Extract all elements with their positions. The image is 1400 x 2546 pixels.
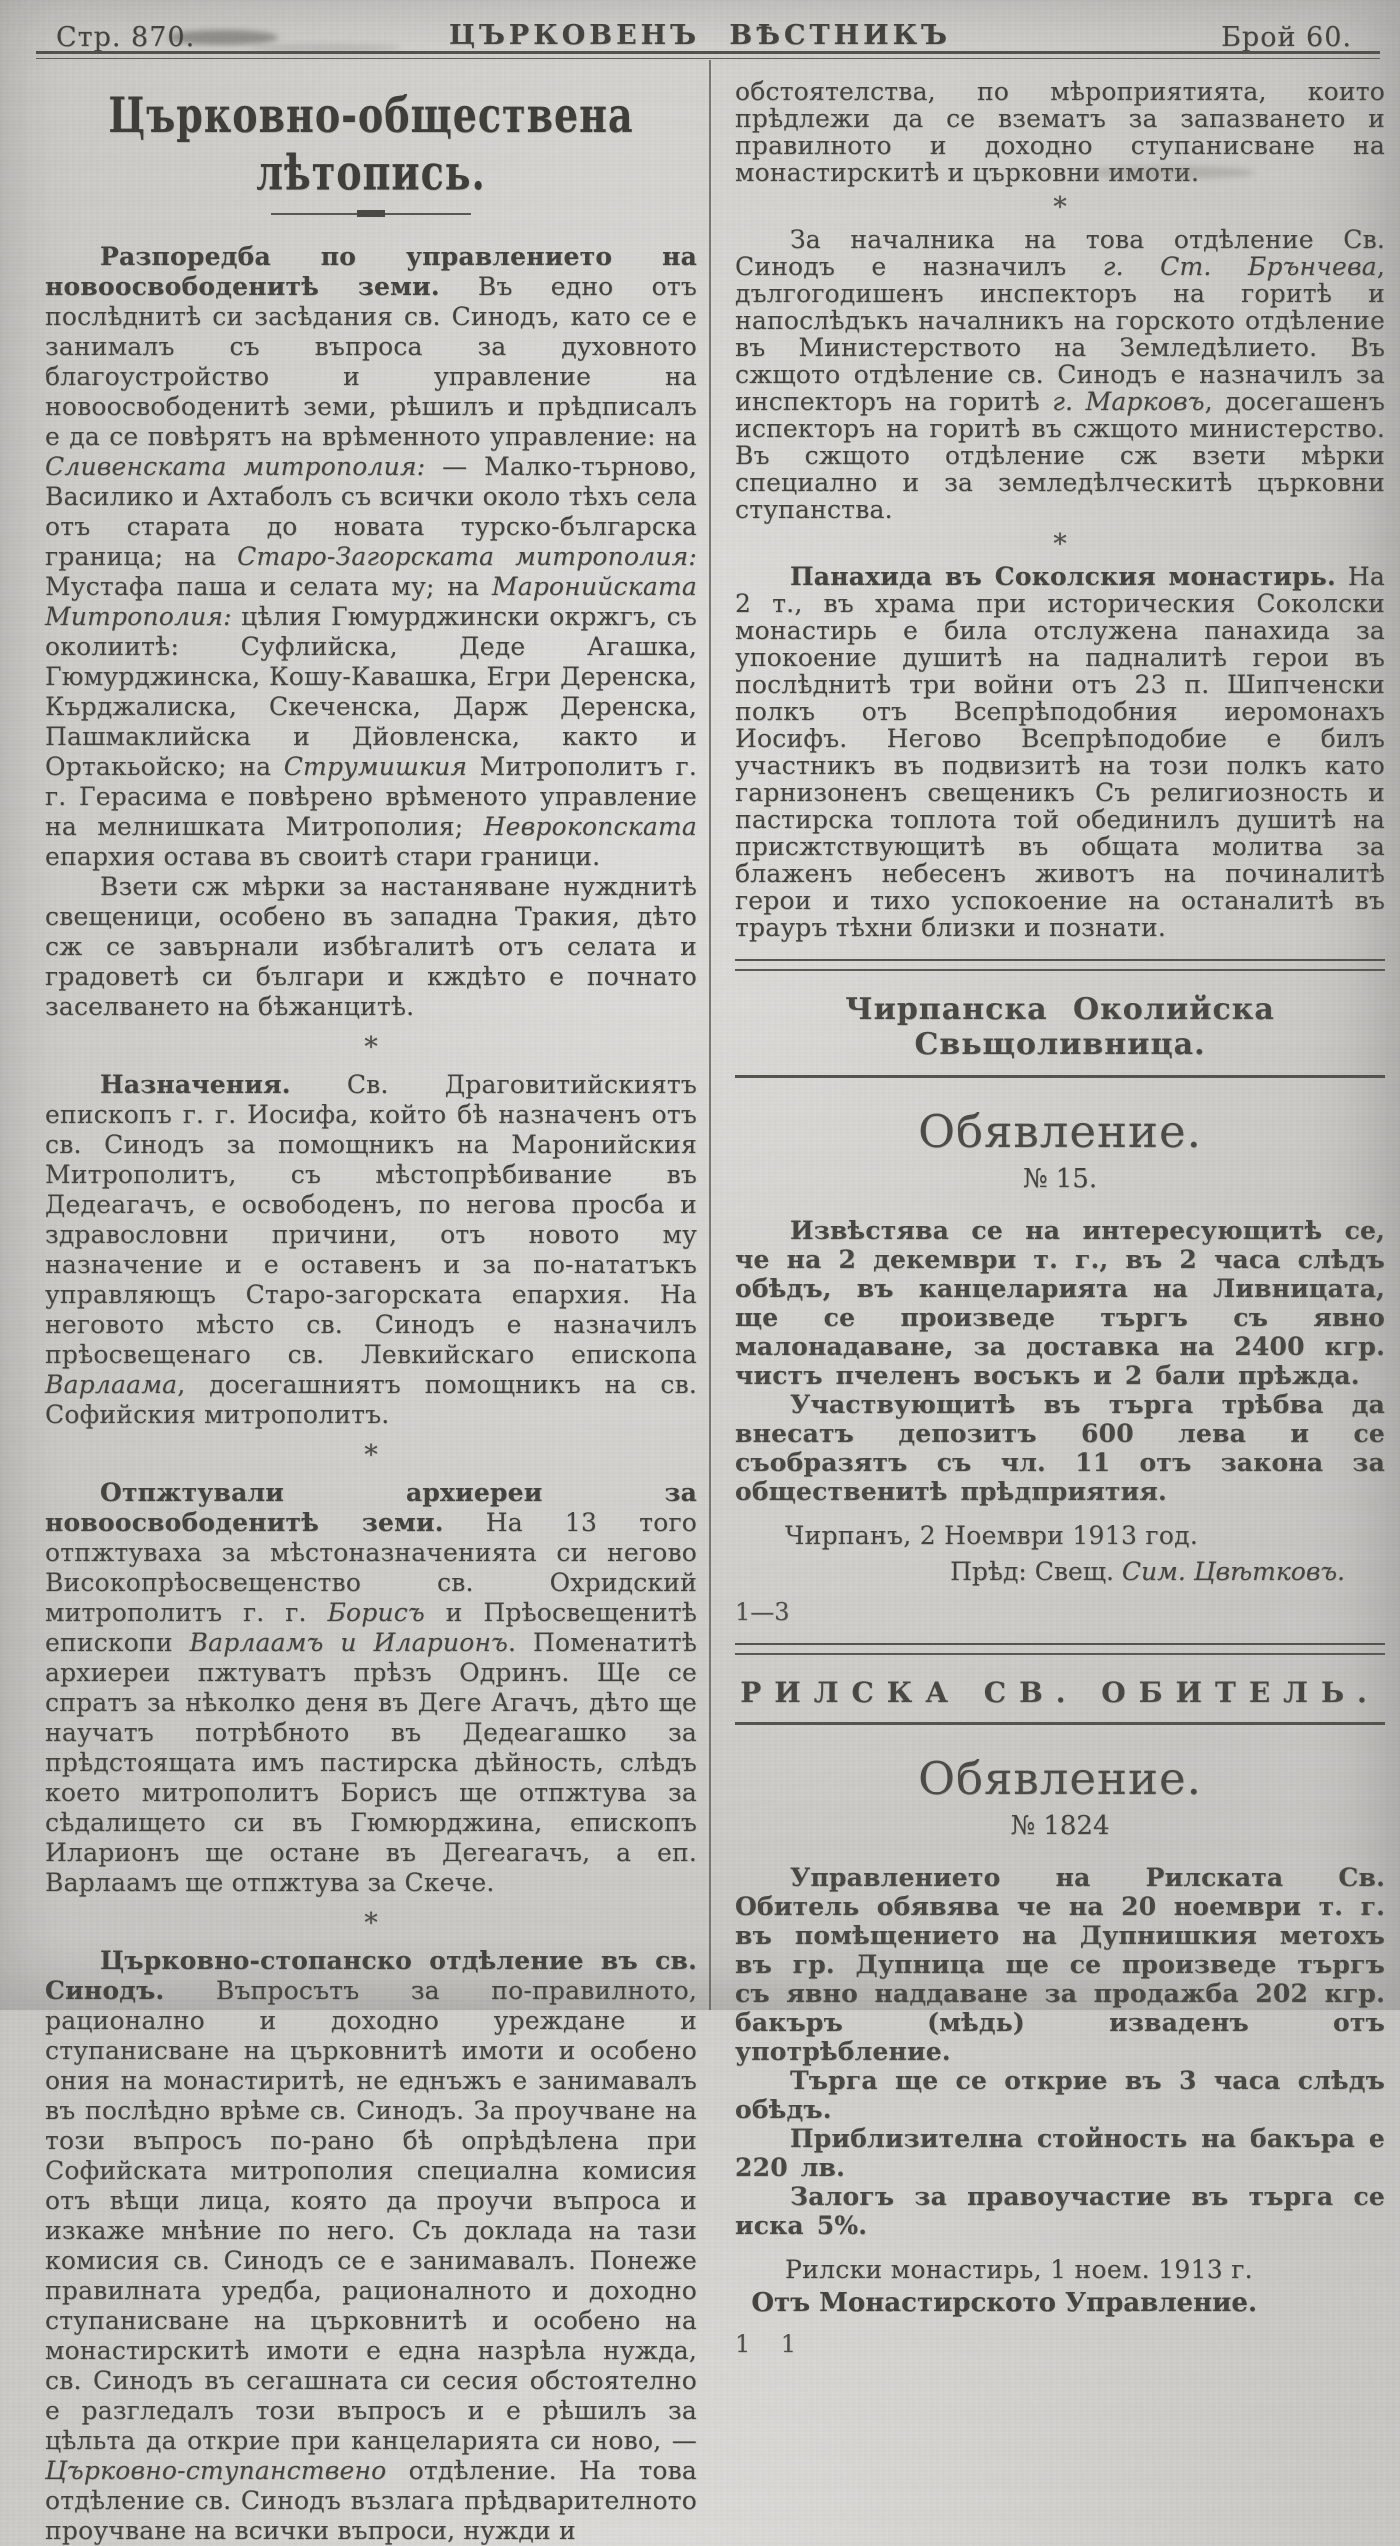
italic-run: г. Ст. Брънчева xyxy=(1102,252,1377,281)
italic-run: Сим. Цвѣтковъ. xyxy=(1121,1557,1345,1586)
bold-run: Разпоредба по управлението на новоосвободенитѣ земи. xyxy=(45,242,697,301)
italic-run: Маронийската Митрополия: xyxy=(45,572,697,631)
article-paragraph xyxy=(735,563,1385,941)
text-run: отдѣление. На това отдѣление св. Синодъ възлага прѣдварителното проучване на всички въпроси, нужди и xyxy=(45,2456,697,2545)
text-run: и Прѣосвещенитѣ епископи xyxy=(45,1598,697,1657)
text-run: — Малко-търново, Василико и Ахтаболъ съ всички около тѣхъ села отъ старата до новата турско-българска граница; на xyxy=(45,452,697,571)
right-column-body xyxy=(735,78,1385,2357)
text-run: цѣлия Гюмурджински окржгъ, съ околиитѣ: Суфлийска, Деде Агашка, Гюмурджинска, Кошу-Кавашка, Егри Деренска, Кърджалиска, Скеченска, Дарж Деренска, Пашмаклийска и Дйовленска, както и Ортакьойско; на xyxy=(45,602,697,781)
text-run: Мустафа паша и селата му; на xyxy=(45,572,492,601)
ink-smudge xyxy=(1085,166,1255,179)
section-heading-caps: РИЛСКА СВ. ОБИТЕЛЬ. xyxy=(740,1676,1380,1709)
article-paragraph xyxy=(735,1390,1385,1506)
article-paragraph xyxy=(45,1478,697,1898)
article-paragraph xyxy=(735,2066,1385,2124)
section-heading: Чирпанска Околийска Свьщоливница. xyxy=(845,992,1275,1062)
text-run: Митрополитъ г. г. Герасима е повѣрено врѣменото управление на мелнишката Митрополия; xyxy=(45,752,697,841)
double-rule xyxy=(735,959,1385,971)
ornament-bar xyxy=(357,210,385,217)
article-paragraph xyxy=(45,1070,697,1430)
italic-run: г. Марковъ xyxy=(1052,387,1205,416)
masthead-title: ЦЪРКОВЕНЪ ВѢСТНИКЪ xyxy=(448,20,952,51)
article-paragraph xyxy=(735,1863,1385,2066)
text-run: Участвующитѣ въ търга трѣбва да внесатъ депозитъ 600 лева и се съобразятъ съ чл. 11 отъ закона за общественитѣ прѣдприятия. xyxy=(735,1390,1385,1506)
left-column xyxy=(45,62,697,2546)
bold-run: Назначения. xyxy=(100,1070,291,1099)
text-run: На 2 т., въ храма при историческия Соколски монастирь е била отслужена панахида за упокоение душитѣ на падналитѣ герои въ послѣднитѣ три войни отъ 23 п. Шипченски полкъ отъ Всепрѣподобния иеромонахъ Иосифъ. Негово Всепрѣподобие е билъ участникъ въ подвизитѣ на този полкъ като гарнизоненъ свещеникъ Съ религиозность и пастирска топлота той обединилъ душитѣ на присжтствующитѣ въ общата молитва за блаженъ небесенъ животъ на починалитѣ герои и тихо успокоение на останалитѣ въ трауръ тѣхни близки и познати. xyxy=(735,562,1385,942)
asterisk-separator: * xyxy=(1053,529,1067,560)
asterisk-separator: * xyxy=(364,1032,378,1063)
italic-run: Старо-Загорската митрополия: xyxy=(237,542,697,571)
article-paragraph xyxy=(45,1946,697,2546)
text-run: епархия остава въ своитѣ стари граници. xyxy=(45,842,601,871)
announcement-title: Обявление. xyxy=(918,1105,1202,1158)
text-run: , досегашенъ испекторъ на горитѣ въ сжщото министерство. Въ сжщото отдѣление сж взети мѣрки специално и за земледѣлческитѣ църковни ступанства. xyxy=(735,387,1385,524)
italic-run: Струмишкия xyxy=(283,752,468,781)
insertion-mark: 1 1 xyxy=(735,2330,797,2358)
text-run: Взети сж мѣрки за настаняване нужднитѣ свещеници, особено въ западна Тракия, дѣто сж се завърнали избѣгалитѣ отъ селата и градоветѣ си българи и кждѣто е почнато заселването на бѣжанцитѣ. xyxy=(45,872,697,1021)
section-rule xyxy=(735,1075,1385,1078)
italic-run: Сливенската митрополия: xyxy=(45,452,426,481)
text-run: Въ едно отъ послѣднитѣ си засѣдания св. Синодъ, като се е занималъ съ въпроса за духовното благоустройство и управление на новоосвободенитѣ земи, рѣшилъ и прѣдписалъ е да се повѣрятъ на врѣменното управление: на xyxy=(45,272,697,451)
announcement-number: № 15. xyxy=(1022,1164,1098,1194)
insertion-mark: 1—3 xyxy=(735,1598,790,1626)
text-run: Търга ще се открие въ 3 часа слѣдъ обѣдъ. xyxy=(735,2066,1385,2124)
bold-run: Отпжтували архиереи за новоосвободенитѣ земи. xyxy=(45,1478,697,1537)
article-paragraph xyxy=(735,2124,1385,2182)
text-run: Управлението на Рилската Св. Обитель обявява че на 20 ноември т. г. въ помѣщението на Дупнишкия метохъ въ гр. Дупница ще се произведе търгъ съ явно наддаване за продажба 202 кгр. бакъръ (мѣдь) изваденъ отъ употрѣбление. xyxy=(735,1863,1385,2066)
announcement-title: Обявление. xyxy=(918,1752,1202,1805)
page-number: Стр. 870. xyxy=(56,22,196,53)
article-paragraph xyxy=(735,226,1385,523)
text-run: Въпросътъ за по-правилното, рационално и доходно уреждане и ступанисване на църковнитѣ имоти и особено ония на монастиритѣ, не еднъжъ е занимавалъ въ послѣдно врѣме св. Синодъ. За проучване на този въпросъ по-рано бѣ опрѣдѣлена при Софийската митрополия специална комисия отъ вѣщи лица, която да проучи въпроса и изкаже мнѣние по него. Съ доклада на тази комисия св. Синодъ се е занимавалъ. Понеже правилната уредба, рационалното и доходно ступанисване на църковнитѣ и особено на монастирскитѣ имоти е една назрѣла нужда, св. Синодъ въ сегашната си сесия обстоятелно е разгледалъ този въпросъ и е рѣшилъ за цѣльта да открие при канцеларията си ново, — xyxy=(45,1976,697,2455)
right-column xyxy=(735,78,1385,2357)
text-run: обстоятелства, по мѣроприятията, които прѣдлежи да се взематъ за запазването и правилното и доходно ступанисване на монастирскитѣ и църковни имоти. xyxy=(735,77,1385,187)
italic-run: Неврокопската xyxy=(483,812,697,841)
bold-run: Панахида въ Соколския монастирь. xyxy=(790,562,1336,591)
text-run: , дългогодишенъ инспекторъ на горитѣ и напослѣдъкъ началникъ на горското отдѣление въ Министерството на Земледѣлието. Въ сжщото отдѣление св. Синодъ е назначилъ за инспекторъ на горитѣ xyxy=(735,252,1385,416)
date-line: Чирпанъ, 2 Ноември 1913 год. xyxy=(785,1521,1199,1550)
article-paragraph xyxy=(45,872,697,1022)
text-run: Прѣд: Свещ. xyxy=(950,1557,1122,1586)
signature-line-bold: Отъ Монастирското Управление. xyxy=(751,2288,1257,2318)
date-line: Рилски монастирь, 1 ноем. 1913 г. xyxy=(785,2255,1253,2284)
text-run: , досегашниятъ помощникъ на св. Софийския митрополитъ. xyxy=(45,1370,697,1429)
asterisk-separator: * xyxy=(364,1440,378,1471)
ink-smudge xyxy=(168,30,278,45)
signature-line xyxy=(735,1557,1385,1586)
text-run: Извѣстява се на интересующитѣ се, че на 2 декември т. г., въ 2 часа слѣдъ обѣдъ, въ канцеларията на Ливницата, ще се произведе търгъ съ явно малонадаване, за доставка на 2400 кгр. чистъ пчеленъ восъкъ и 2 бали прѣжда. xyxy=(735,1216,1385,1390)
italic-run: Църковно-ступанствено xyxy=(45,2456,387,2485)
double-rule xyxy=(735,1643,1385,1655)
announcement-number: № 1824 xyxy=(1010,1811,1110,1841)
ink-smudge xyxy=(250,44,400,52)
left-column-body xyxy=(45,242,697,2546)
article-paragraph xyxy=(735,2182,1385,2240)
text-run: Приблизителна стойность на бакъра е 220 лв. xyxy=(735,2124,1385,2182)
title-ornament xyxy=(271,210,471,218)
chronicle-section-title: Църковно-обществена лѣтопись. xyxy=(108,86,634,202)
italic-run: Варлаама xyxy=(45,1370,178,1399)
issue-number: Брой 60. xyxy=(1221,22,1352,53)
text-run: Залогъ за правоучастие въ търга се иска 5%. xyxy=(735,2182,1385,2240)
asterisk-separator: * xyxy=(364,1908,378,1939)
text-run: . Поменатитѣ архиереи пжтуватъ прѣзъ Одринъ. Ще се спратъ за нѣколко деня въ Деге Агачъ, дѣто ще научатъ потрѣбното въ Дедеагашко за прѣдстоящата имъ пастирска дѣйность, слѣдъ което митрополитъ Борисъ ще отпжтува за сѣдалището си въ Гюмюрджина, епископъ Иларионъ ще остане въ Дегеагачъ, а еп. Варлаамъ ще отпжтува за Скече. xyxy=(45,1628,698,1897)
italic-run: Борисъ xyxy=(327,1598,425,1627)
column-divider xyxy=(709,60,711,2010)
bold-run: Църковно-стопанско отдѣление въ св. Синодъ. xyxy=(45,1946,697,2005)
text-run: За началника на това отдѣление Св. Синодъ е назначилъ xyxy=(735,225,1385,281)
text-run: На 13 того отпжтуваха за мѣстоназначенията си негово Високопрѣосвещенство св. Охридский митрополитъ г. г. xyxy=(45,1508,697,1627)
text-run: Св. Драговитийскиятъ епископъ г. г. Иосифа, който бѣ назначенъ отъ св. Синодъ за помощникъ на Маронийския Митрополитъ, съ мѣстопрѣбивание въ Дедеагачъ, е освободенъ, по негова просба и здравословни причини, отъ новото му назначение и е оставенъ и за по-нататъкъ управляющъ Старо-загорската епархия. На неговото мѣсто св. Синодъ е назначилъ прѣосвещенаго св. Левкийскаго епископа xyxy=(45,1070,697,1369)
section-rule xyxy=(735,1722,1385,1725)
article-paragraph xyxy=(45,242,697,872)
asterisk-separator: * xyxy=(1053,192,1067,223)
article-paragraph xyxy=(735,78,1385,186)
article-paragraph xyxy=(735,1216,1385,1390)
italic-run: Варлаамъ и Иларионъ xyxy=(189,1628,508,1657)
header-rule xyxy=(36,51,1380,59)
